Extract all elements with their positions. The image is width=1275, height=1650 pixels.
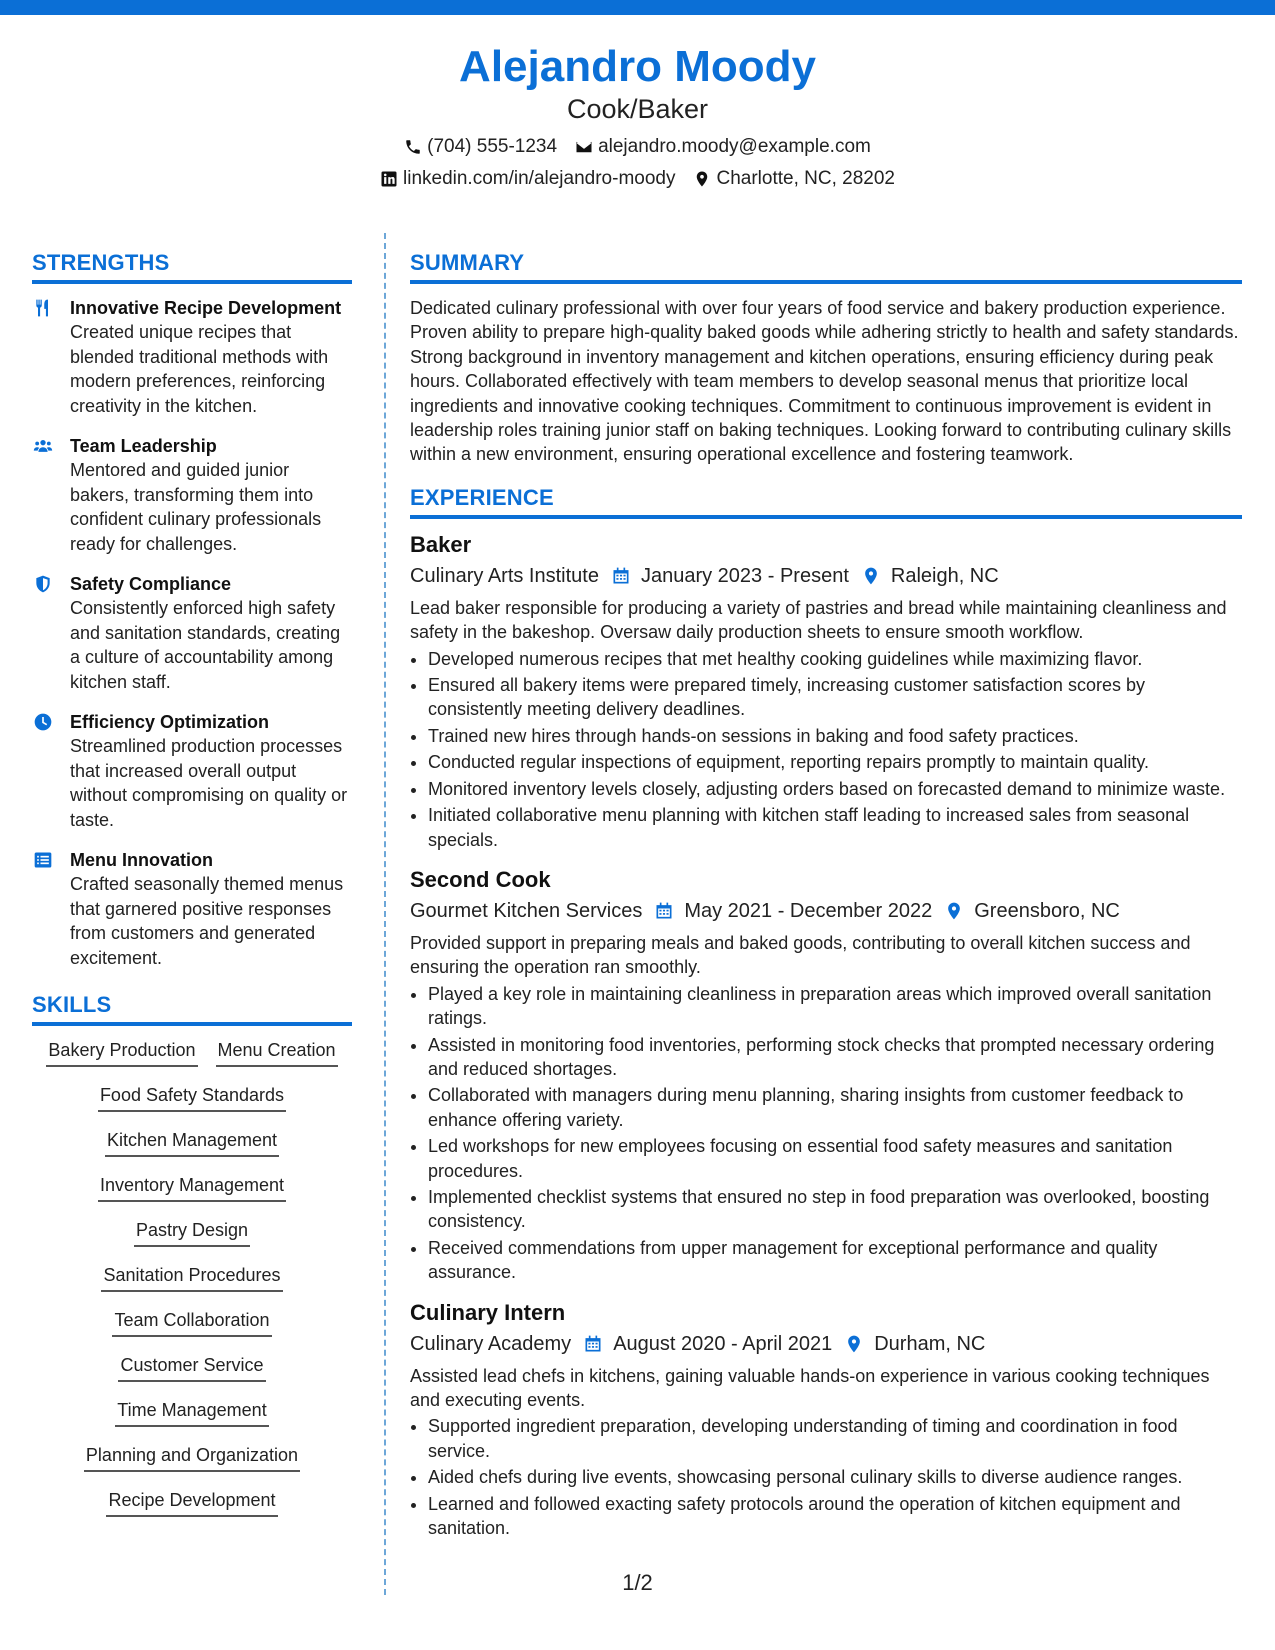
skill-tag: Menu Creation xyxy=(216,1038,338,1067)
job-bullets xyxy=(410,982,1242,1285)
strength-item xyxy=(32,572,352,694)
job-entry xyxy=(410,531,1242,852)
contact-info xyxy=(0,134,1275,192)
summary-text: Dedicated culinary professional with over four years of food service and bakery production experience. Proven ability to prepare high-quality baked goods while adhering strictly to health and safety standards. Strong background in inventory management and kitchen operations, ensuring efficiency during peak hours. Collaborated effectively with team members to develop seasonal menus that prioritize local ingredients and innovative cooking techniques. Commitment to continuous improvement is evident in leadership roles training junior staff on baking techniques. Looking forward to contributing culinary skills within a new environment, ensuring operational excellence and fostering teamwork. xyxy=(410,298,1239,465)
location-text: Charlotte, NC, 28202 xyxy=(716,168,895,189)
list-icon xyxy=(32,850,54,870)
job-bullet: • Aided chefs during live events, showcasing personal culinary skills to diverse audience ranges. xyxy=(428,1465,1242,1489)
phone-text: (704) 555-1234 xyxy=(427,136,558,157)
job-bullet: • Initiated collaborative menu planning with kitchen staff leading to increased sales from seasonal specials. xyxy=(428,803,1242,852)
strength-description: Created unique recipes that blended traditional methods with modern preferences, reinforcing creativity in the kitchen. xyxy=(70,322,329,416)
page-number: 1/2 xyxy=(622,1570,653,1595)
job-entry xyxy=(410,1299,1242,1541)
job-bullet: • Received commendations from upper management for exceptional performance and quality assurance. xyxy=(428,1236,1242,1285)
strength-description: Mentored and guided junior bakers, transforming them into confident culinary professionals ready for challenges. xyxy=(70,460,322,554)
summary-heading: SUMMARY xyxy=(410,248,1242,284)
strength-title: Safety Compliance xyxy=(70,574,232,594)
map-pin-icon xyxy=(861,566,881,586)
map-pin-icon xyxy=(693,170,711,188)
skill-tag: Kitchen Management xyxy=(105,1128,279,1157)
email-text[interactable]: alejandro.moody@example.com xyxy=(598,136,871,157)
job-company: Culinary Arts Institute xyxy=(410,564,599,587)
skills-list xyxy=(32,1038,352,1517)
shield-icon xyxy=(32,574,54,594)
job-bullet: • Supported ingredient preparation, developing understanding of timing and coordination in food service. xyxy=(428,1414,1242,1463)
strengths-heading: STRENGTHS xyxy=(32,248,352,284)
job-dates: January 2023 - Present xyxy=(640,564,849,587)
location-item xyxy=(693,166,895,192)
job-title: Culinary Intern xyxy=(410,1299,566,1325)
strength-title: Efficiency Optimization xyxy=(70,712,270,732)
map-pin-icon xyxy=(944,901,964,921)
job-bullet: • Developed numerous recipes that met healthy cooking guidelines while maximizing flavor. xyxy=(428,647,1242,671)
candidate-title: Cook/Baker xyxy=(566,94,709,124)
strength-title: Innovative Recipe Development xyxy=(70,298,342,318)
job-company: Gourmet Kitchen Services xyxy=(410,899,643,922)
job-location: Durham, NC xyxy=(874,1332,986,1355)
job-description: Assisted lead chefs in kitchens, gaining valuable hands-on experience in various cooking techniques and executing events. xyxy=(410,1365,1210,1410)
job-meta xyxy=(410,1330,1242,1358)
job-bullet: • Monitored inventory levels closely, adjusting orders based on forecasted demand to minimize waste. xyxy=(428,777,1242,801)
strength-title: Menu Innovation xyxy=(70,850,213,870)
skill-tag: Recipe Development xyxy=(106,1488,277,1517)
strength-description: Crafted seasonally themed menus that garnered positive responses from customers and generated excitement. xyxy=(70,874,344,968)
job-location: Raleigh, NC xyxy=(890,564,999,587)
strength-title: Team Leadership xyxy=(70,436,217,456)
job-bullet: • Led workshops for new employees focusing on essential food safety measures and sanitation procedures. xyxy=(428,1134,1242,1183)
utensils-icon xyxy=(32,298,54,318)
strength-item xyxy=(32,848,352,970)
phone-icon xyxy=(404,138,422,156)
strength-description: Consistently enforced high safety and sanitation standards, creating a culture of accountability among kitchen staff. xyxy=(70,598,341,692)
skill-tag: Bakery Production xyxy=(46,1038,197,1067)
experience-heading: EXPERIENCE xyxy=(410,483,1242,519)
skill-tag: Team Collaboration xyxy=(112,1308,271,1337)
phone-item xyxy=(404,134,557,160)
right-column xyxy=(410,248,1242,1554)
job-description: Provided support in preparing meals and baked goods, contributing to overall kitchen success and ensuring the operation ran smoothly. xyxy=(410,932,1191,978)
job-dates: August 2020 - April 2021 xyxy=(613,1332,833,1355)
skill-tag: Customer Service xyxy=(118,1353,265,1382)
map-pin-icon xyxy=(844,1334,864,1354)
linkedin-item[interactable] xyxy=(380,166,675,192)
job-bullet: • Implemented checklist systems that ensured no step in food preparation was overlooked, boosting consistency. xyxy=(428,1185,1242,1234)
column-divider xyxy=(384,233,386,1595)
skill-tag: Sanitation Procedures xyxy=(101,1263,282,1292)
skills-heading: SKILLS xyxy=(32,990,352,1026)
job-meta xyxy=(410,562,1242,590)
top-accent-bar xyxy=(0,0,1275,15)
skill-tag: Time Management xyxy=(115,1398,268,1427)
envelope-icon xyxy=(575,138,593,156)
job-company: Culinary Academy xyxy=(410,1332,572,1355)
calendar-icon xyxy=(654,901,674,921)
users-icon xyxy=(32,436,54,456)
job-bullet: • Ensured all bakery items were prepared timely, increasing customer satisfaction scores by consistently meeting delivery deadlines. xyxy=(428,673,1242,722)
job-description: Lead baker responsible for producing a variety of pastries and bread while maintaining cleanliness and safety in the bakeshop. Oversaw daily production sheets to ensure smooth workflow. xyxy=(410,597,1227,643)
linkedin-icon xyxy=(380,170,398,188)
skill-tag: Inventory Management xyxy=(98,1173,286,1202)
skill-tag: Pastry Design xyxy=(134,1218,250,1247)
calendar-icon xyxy=(583,1334,603,1354)
strength-item xyxy=(32,434,352,556)
calendar-icon xyxy=(611,566,631,586)
resume-header xyxy=(0,40,1275,198)
job-title: Second Cook xyxy=(410,866,551,892)
job-bullet: • Learned and followed exacting safety protocols around the operation of kitchen equipment and sanitation. xyxy=(428,1492,1242,1541)
linkedin-text[interactable]: linkedin.com/in/alejandro-moody xyxy=(403,168,676,189)
left-column xyxy=(32,248,352,1533)
job-bullet: • Conducted regular inspections of equipment, reporting repairs promptly to maintain quality. xyxy=(428,750,1242,774)
job-entry xyxy=(410,866,1242,1285)
clock-icon xyxy=(32,712,54,732)
job-bullet: • Trained new hires through hands-on sessions in baking and food safety practices. xyxy=(428,724,1242,748)
job-bullets xyxy=(410,1414,1242,1540)
skill-tag: Food Safety Standards xyxy=(98,1083,286,1112)
strength-description: Streamlined production processes that increased overall output without compromising on quality or taste. xyxy=(70,736,348,830)
job-bullet: • Collaborated with managers during menu planning, sharing insights from customer feedback to enhance offering variety. xyxy=(428,1083,1242,1132)
job-bullet: • Assisted in monitoring food inventories, performing stock checks that prompted necessary ordering and reduced shortages. xyxy=(428,1033,1242,1082)
skill-tag: Planning and Organization xyxy=(84,1443,300,1472)
job-title: Baker xyxy=(410,531,472,557)
job-bullets xyxy=(410,647,1242,852)
strength-item xyxy=(32,296,352,418)
job-location: Greensboro, NC xyxy=(974,899,1120,922)
strength-item xyxy=(32,710,352,832)
candidate-name: Alejandro Moody xyxy=(459,42,816,91)
job-meta xyxy=(410,897,1242,925)
email-item[interactable] xyxy=(575,134,871,160)
job-dates: May 2021 - December 2022 xyxy=(684,899,933,922)
job-bullet: • Played a key role in maintaining cleanliness in preparation areas which improved overall sanitation ratings. xyxy=(428,982,1242,1031)
